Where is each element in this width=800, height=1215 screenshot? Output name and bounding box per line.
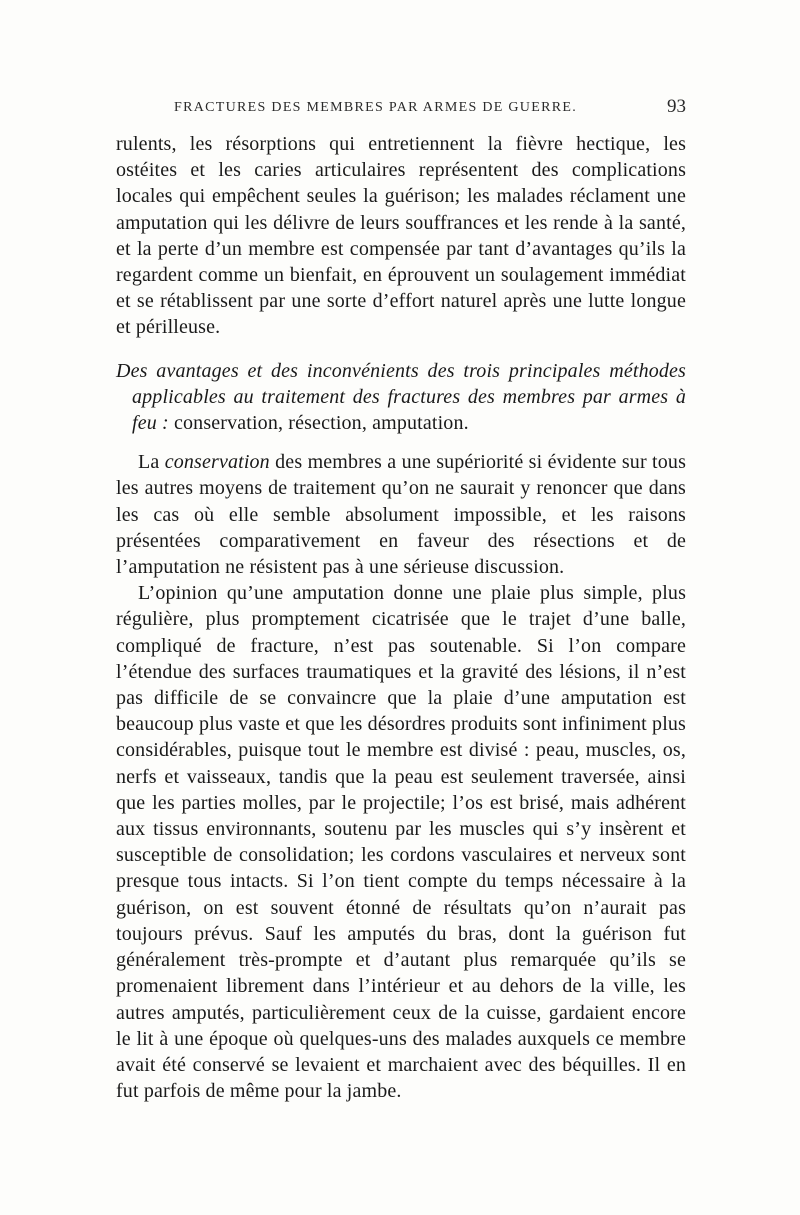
section-heading-roman: conservation, résection, amputation. [174,412,469,435]
section-heading [116,358,686,437]
paragraph-amputation-opinion: L’opinion qu’une amputation donne une plaie plus simple, plus régulière, plus promptement cicatrisée que le trajet d’une balle, compliqué de fracture, n’est pas soutenable. Si l’on compare l’étendue des surfaces traumatiques et la gravité des lésions, il n’est pas difficile de se convaincre que la plaie d’une amputation est beaucoup plus vaste et que les désordres produits sont infiniment plus considérables, puisque tout le membre est divisé : peau, muscles, os, nerfs et vaisseaux, tandis que la peau est seulement traversée, ainsi que les parties molles, par le projectile; l’os est brisé, mais adhérent aux tissus environnants, soutenu par les muscles qui s’y insèrent et susceptible de consolidation; les cordons vasculaires et nerveux sont presque tous intacts. Si l’on tient compte du temps nécessaire à la guérison, on est souvent étonné de résultats qu’on n’aurait pas toujours prévus. Sauf les amputés du bras, dont la guérison fut généralement très-prompte et d’autant plus remarquée qu’ils se promenaient librement dans l’intérieur et au dehors de la ville, les autres amputés, particulièrement ceux de la cuisse, gardaient encore le lit à une époque où quelques-uns des malades auxquels ce membre avait été conservé se levaient et marchaient avec des béquilles. Il en fut parfois de même pour la jambe. [116,582,686,1103]
section-heading-italic: Des avantages et des inconvénients des trois principales méthodes applicables au traitement des fractures des membres par armes à feu : [116,359,686,435]
paragraph-conservation [116,449,686,580]
body-text [116,131,686,1104]
page-number: 93 [667,96,686,117]
running-header [116,98,686,122]
paragraph-continued: rulents, les résorptions qui entretiennent la fièvre hectique, les ostéites et les caries articulaires représentent des complications locales qui empêchent seules la guérison; les malades réclament une amputation qui les délivre de leurs souffrances et les rende à la santé, et la perte d’un membre est compensée par tant d’avantages qu’ils la regardent comme un bienfait, en éprouvent un soulagement immédiat et se rétablissent par une sorte d’effort naturel après une lutte longue et périlleuse. [116,133,686,339]
paragraph-conservation-start: La [138,451,160,474]
running-title: FRACTURES DES MEMBRES PAR ARMES DE GUERRE. [174,100,577,115]
paragraph-conservation-rest: des membres a une supériorité si évidente sur tous les autres moyens de traitement qu’on ne saurait y renoncer que dans les cas où elle semble absolument impossible, et les raisons présentées comparativement en faveur des résections et de l’amputation ne résistent pas à une sérieuse discussion. [116,451,687,579]
term-conservation: conservation [164,451,270,474]
